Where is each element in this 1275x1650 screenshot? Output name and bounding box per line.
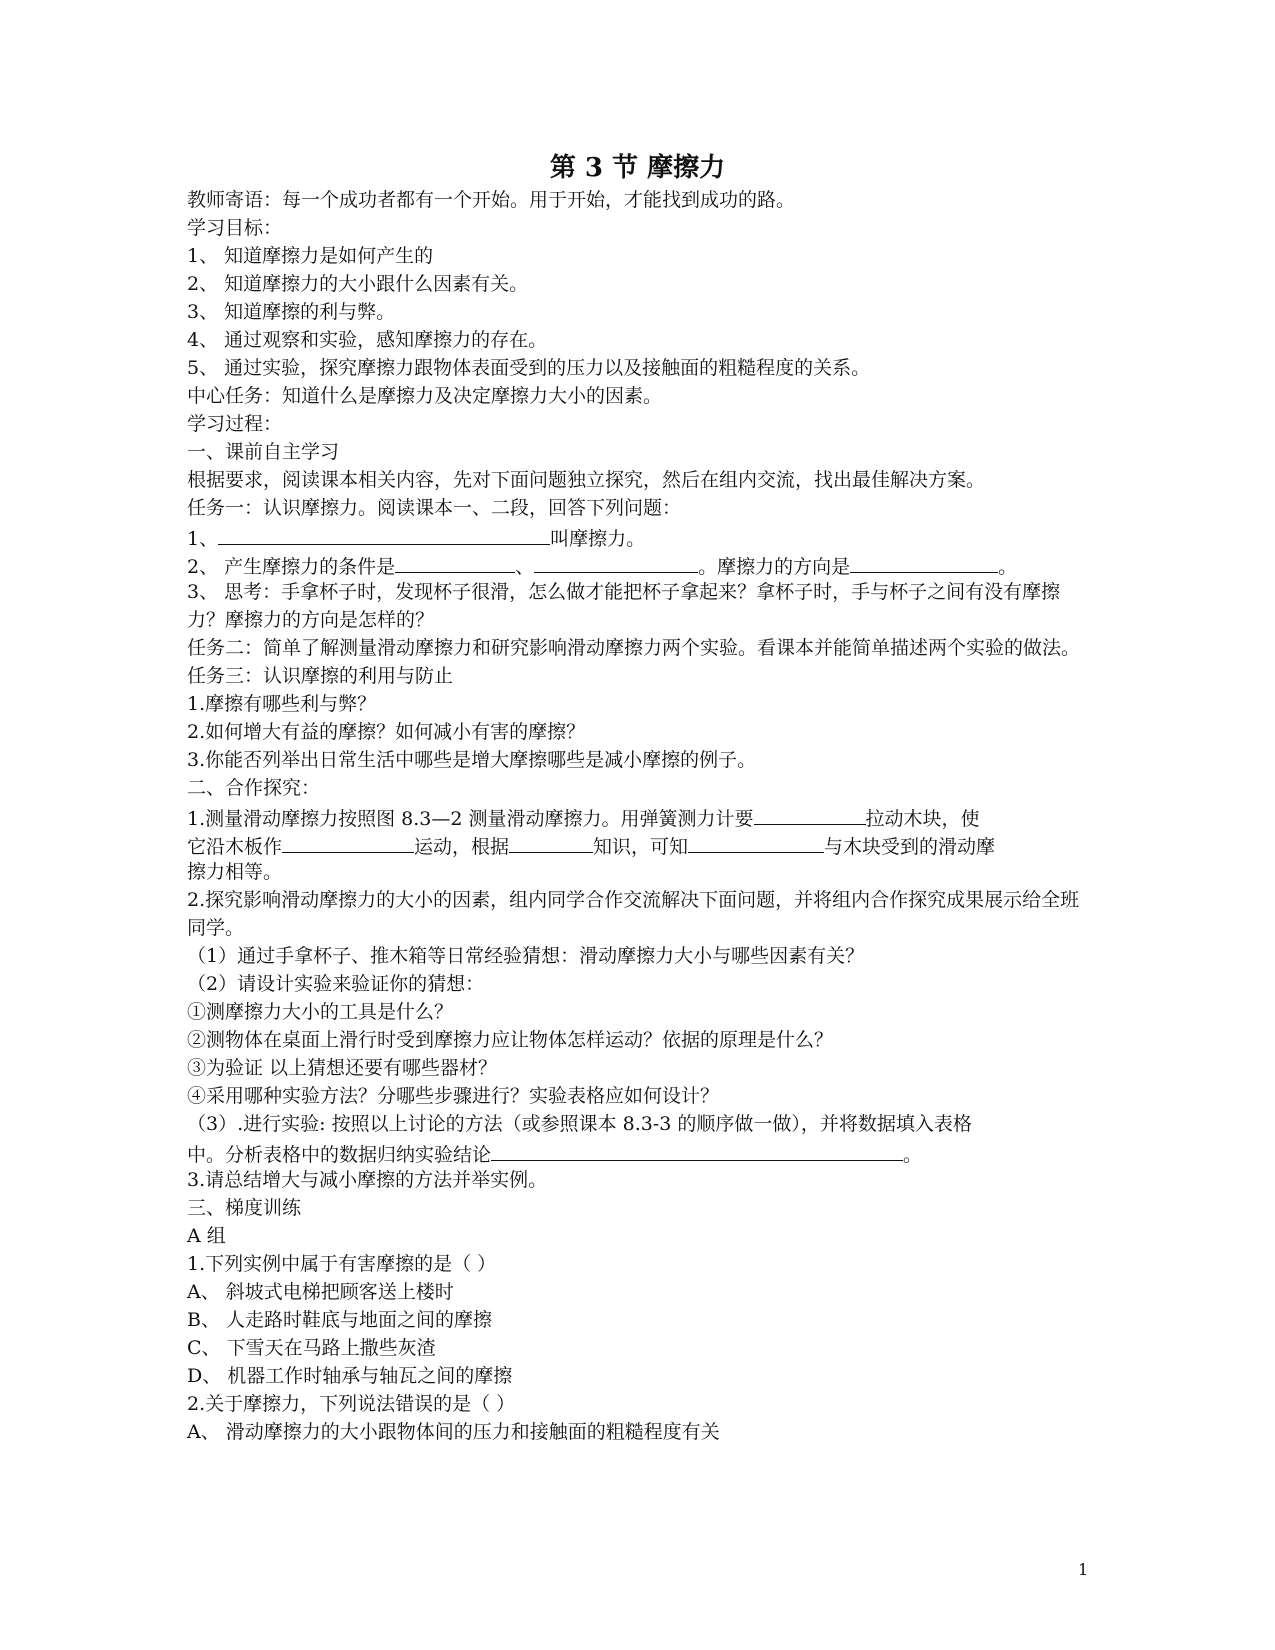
cooperation-item-1-line2 bbox=[187, 830, 1095, 858]
task3-heading: 任务三：认识摩擦的利用与防止 bbox=[187, 665, 454, 687]
answer-blank[interactable] bbox=[282, 830, 414, 853]
answer-blank[interactable] bbox=[534, 550, 698, 573]
answer-blank[interactable] bbox=[688, 830, 824, 853]
answer-blank[interactable] bbox=[509, 830, 593, 853]
cooperation-item-1-line3: 擦力相等。 bbox=[187, 861, 283, 883]
task1-question-3: 3、 思考：手拿杯子时，发现杯子很滑，怎么做才能把杯子拿起来？拿杯子时，手与杯子之间有没有摩擦力？摩擦力的方向是怎样的？ bbox=[187, 581, 1061, 631]
exercise-option: D、 机器工作时轴承与轴瓦之间的摩擦 bbox=[187, 1365, 513, 1387]
answer-blank[interactable] bbox=[395, 550, 515, 573]
answer-blank[interactable] bbox=[218, 522, 550, 545]
objective-item: 2、 知道摩擦力的大小跟什么因素有关。 bbox=[187, 273, 529, 295]
answer-blank[interactable] bbox=[491, 1138, 903, 1161]
sub3-text: 中。分析表格中的数据归纳实验结论 bbox=[187, 1144, 492, 1166]
document-body bbox=[187, 186, 1095, 1446]
task3-item: 2.如何增大有益的摩擦？如何减小有害的摩擦？ bbox=[187, 721, 586, 743]
circled-item: ②测物体在桌面上滑行时受到摩擦力应让物体怎样运动？依据的原理是什么？ bbox=[187, 1029, 834, 1051]
exercise-option: A、 滑动摩擦力的大小跟物体间的压力和接触面的粗糙程度有关 bbox=[187, 1421, 720, 1443]
task3-item: 3.你能否列举出日常生活中哪些是增大摩擦哪些是减小摩擦的例子。 bbox=[187, 749, 757, 771]
section3-heading: 三、梯度训练 bbox=[187, 1197, 302, 1219]
cooperation-item-3: 3.请总结增大与减小摩擦的方法并举实例。 bbox=[187, 1169, 548, 1191]
objective-item: 3、 知道摩擦的利与弊。 bbox=[187, 301, 396, 323]
teacher-message: 教师寄语：每一个成功者都有一个开始。用于开始，才能找到成功的路。 bbox=[187, 189, 796, 211]
process-heading: 学习过程： bbox=[187, 413, 283, 435]
answer-blank[interactable] bbox=[754, 802, 866, 825]
exercise-option: A、 斜坡式电梯把顾客送上楼时 bbox=[187, 1281, 454, 1303]
circled-item: ④采用哪种实验方法？分哪些步骤进行？实验表格应如何设计？ bbox=[187, 1085, 720, 1107]
task1-heading: 任务一：认识摩擦力。阅读课本一、二段，回答下列问题： bbox=[187, 497, 682, 519]
section1-heading: 一、课前自主学习 bbox=[187, 441, 340, 463]
sub-question-1: （1）通过手拿杯子、推木箱等日常经验猜想：滑动摩擦力大小与哪些因素有关？ bbox=[187, 945, 865, 967]
item1-text: 知识，可知 bbox=[593, 836, 689, 858]
objectives-heading: 学习目标： bbox=[187, 217, 283, 239]
answer-blank[interactable] bbox=[850, 550, 998, 573]
sub-question-3-line2 bbox=[187, 1138, 1095, 1166]
exercise-option: C、 下雪天在马路上撒些灰渣 bbox=[187, 1337, 436, 1359]
q2-sep: 、 bbox=[515, 556, 535, 578]
task1-question-2 bbox=[187, 550, 1095, 578]
item1-text: 运动，根据 bbox=[414, 836, 510, 858]
sub-question-2: （2）请设计实验来验证你的猜想： bbox=[187, 973, 485, 995]
page-number: 1 bbox=[1078, 1560, 1089, 1579]
objective-item: 4、 通过观察和实验，感知摩擦力的存在。 bbox=[187, 329, 548, 351]
task3-item: 1.摩擦有哪些利与弊？ bbox=[187, 693, 377, 715]
section1-intro: 根据要求，阅读课本相关内容，先对下面问题独立探究，然后在组内交流，找出最佳解决方案。 bbox=[187, 469, 986, 491]
q2-end: 。 bbox=[998, 556, 1018, 578]
circled-item: ③为验证 以上猜想还要有哪些器材？ bbox=[187, 1057, 498, 1079]
central-task: 中心任务：知道什么是摩擦力及决定摩擦力大小的因素。 bbox=[187, 385, 663, 407]
task1-question-1 bbox=[187, 522, 1095, 550]
circled-item: ①测摩擦力大小的工具是什么？ bbox=[187, 1001, 454, 1023]
task2: 任务二：简单了解测量滑动摩擦力和研究影响滑动摩擦力两个实验。看课本并能简单描述两个实验的做法。 bbox=[187, 637, 1081, 659]
exercise-question-1: 1.下列实例中属于有害摩擦的是（ ） bbox=[187, 1253, 497, 1275]
sub3-text: 。 bbox=[903, 1144, 923, 1166]
q1-prefix: 1、 bbox=[187, 528, 219, 550]
q2-prefix: 2、 产生摩擦力的条件是 bbox=[187, 556, 396, 578]
item1-text: 它沿木板作 bbox=[187, 836, 283, 858]
page-title: 第 3 节 摩擦力 bbox=[549, 153, 726, 183]
item1-text: 与木块受到的滑动摩 bbox=[824, 836, 996, 858]
cooperation-item-1-line1 bbox=[187, 802, 1095, 830]
q1-suffix: 叫摩擦力。 bbox=[550, 528, 646, 550]
group-label: A 组 bbox=[187, 1225, 226, 1247]
cooperation-item-2: 2.探究影响滑动摩擦力的大小的因素，组内同学合作交流解决下面问题，并将组内合作探究成果展示给全班同学。 bbox=[187, 889, 1080, 939]
q2-mid: 。摩擦力的方向是 bbox=[698, 556, 851, 578]
objective-item: 1、 知道摩擦力是如何产生的 bbox=[187, 245, 434, 267]
exercise-option: B、 人走路时鞋底与地面之间的摩擦 bbox=[187, 1309, 493, 1331]
item1-text: 1.测量滑动摩擦力按照图 8.3—2 测量滑动摩擦力。用弹簧测力计要 bbox=[187, 808, 754, 830]
sub-question-3-line1: （3）.进行实验: 按照以上讨论的方法（或参照课本 8.3-3 的顺序做一做），并将数据填入表格 bbox=[187, 1113, 972, 1135]
item1-text: 拉动木块，使 bbox=[865, 808, 980, 830]
objective-item: 5、 通过实验，探究摩擦力跟物体表面受到的压力以及接触面的粗糙程度的关系。 bbox=[187, 357, 871, 379]
section2-heading: 二、合作探究： bbox=[187, 777, 321, 799]
exercise-question-2: 2.关于摩擦力，下列说法错误的是（ ） bbox=[187, 1393, 516, 1415]
